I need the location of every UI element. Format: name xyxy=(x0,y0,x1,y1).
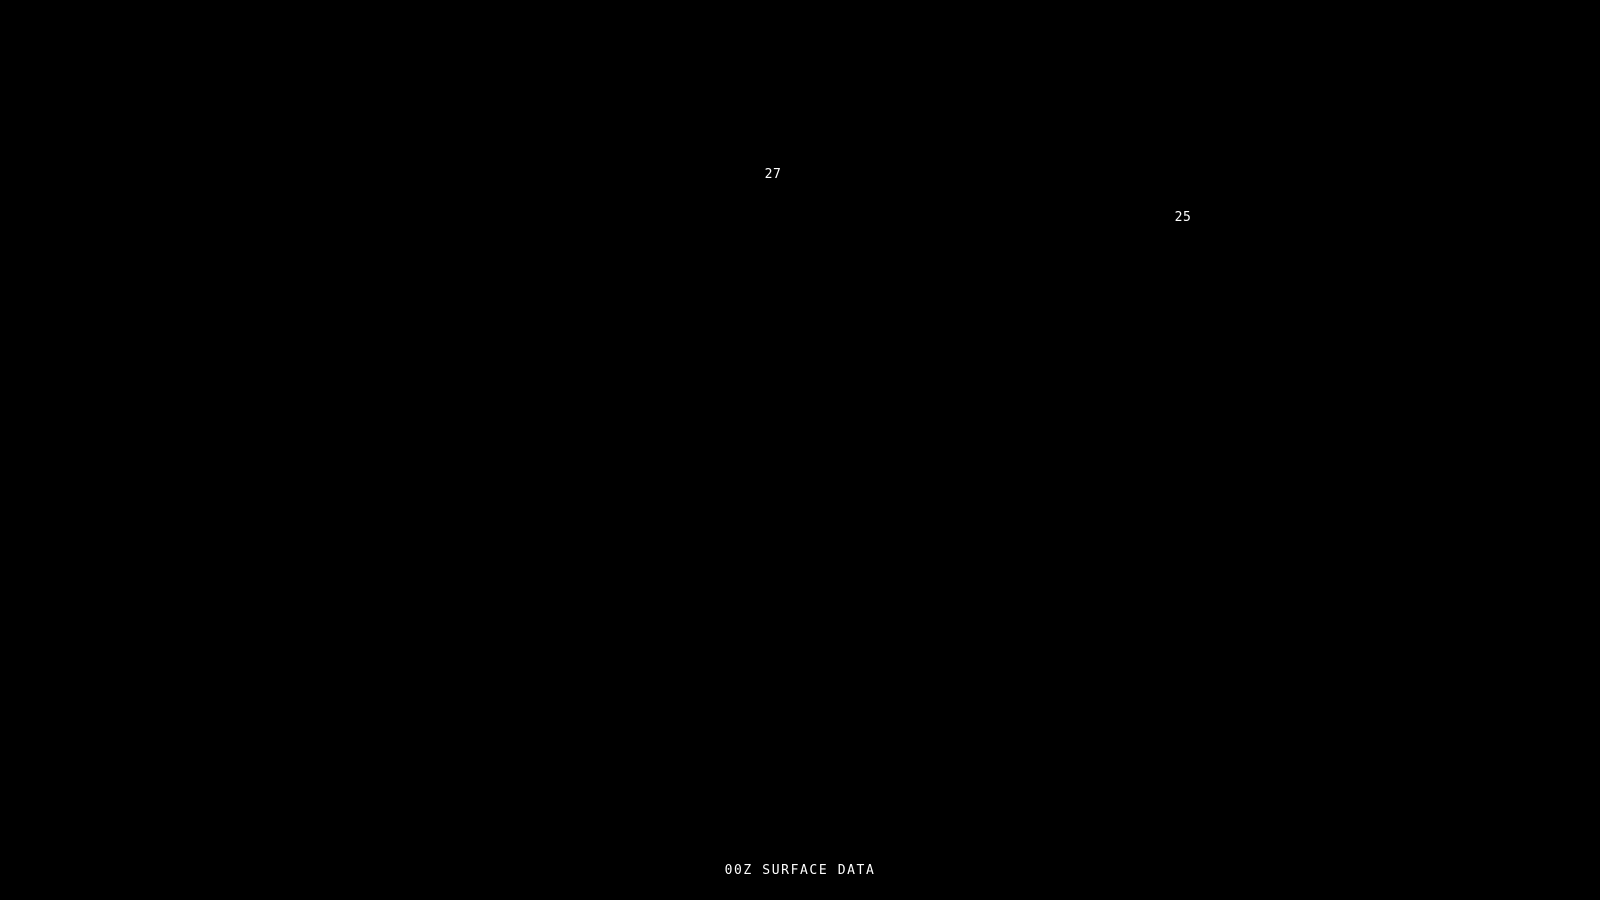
caption-bar xyxy=(0,859,1600,878)
map-caption: 00Z SURFACE DATA xyxy=(724,863,876,878)
station-observation: 25 xyxy=(1174,210,1192,225)
station-observation: 27 xyxy=(764,167,782,182)
